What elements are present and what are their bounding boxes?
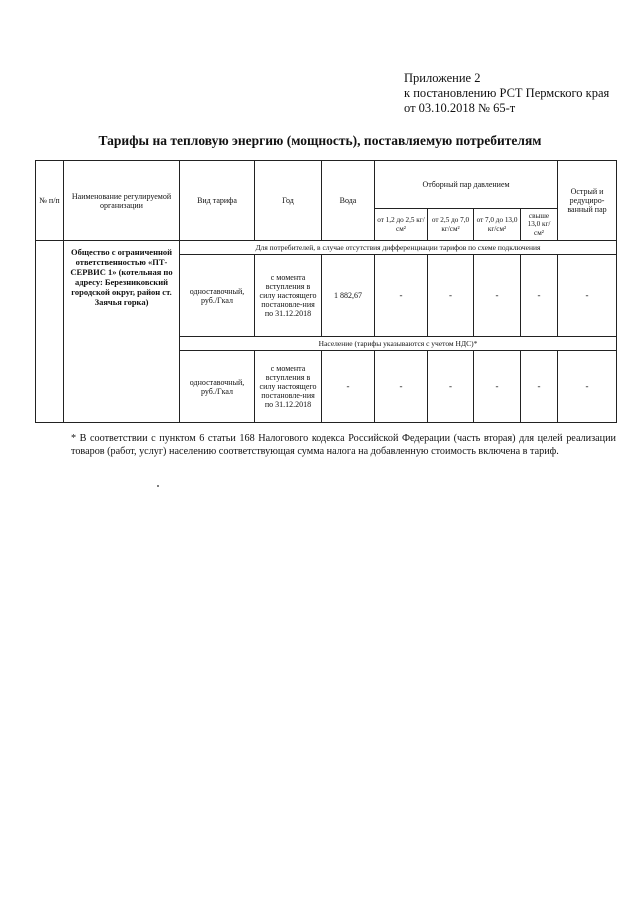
header-steam-col-3: от 7,0 до 13,0 кг/см²	[474, 209, 521, 241]
scan-speck	[157, 485, 159, 487]
steam-value-1: -	[375, 351, 428, 423]
year-cell: с момента вступления в силу настоящего постановле-ния по 31.12.2018	[255, 351, 322, 423]
steam-value-1: -	[375, 255, 428, 337]
header-water: Вода	[322, 161, 375, 241]
steam-value-4: -	[521, 351, 558, 423]
header-steam: Отборный пар давлением	[375, 161, 558, 209]
steam-value-3: -	[474, 351, 521, 423]
tariff-table	[35, 160, 617, 423]
header-steam-col-1: от 1,2 до 2,5 кг/см²	[375, 209, 428, 241]
year-cell: с момента вступления в силу настоящего постановле-ния по 31.12.2018	[255, 255, 322, 337]
annex-line-3: от 03.10.2018 № 65-т	[404, 101, 516, 115]
steam-value-4: -	[521, 255, 558, 337]
group-title-row-1	[36, 241, 617, 255]
header-sharp-steam: Острый и редуциро-ванный пар	[558, 161, 617, 241]
tariff-type-cell: одноставочный, руб./Гкал	[180, 255, 255, 337]
water-value: -	[322, 351, 375, 423]
footnote	[35, 432, 616, 458]
header-year: Год	[255, 161, 322, 241]
group-title: Для потребителей, в случае отсутствия дифференциации тарифов по схеме подключения	[180, 241, 617, 255]
water-value: 1 882,67	[322, 255, 375, 337]
header-steam-col-2: от 2,5 до 7,0 кг/см²	[428, 209, 474, 241]
sharp-steam-value: -	[558, 351, 617, 423]
row-number-cell	[36, 241, 64, 423]
steam-value-2: -	[428, 351, 474, 423]
steam-value-2: -	[428, 255, 474, 337]
tariff-type-cell: одноставочный, руб./Гкал	[180, 351, 255, 423]
sharp-steam-value: -	[558, 255, 617, 337]
header-steam-col-4: свыше 13,0 кг/см²	[521, 209, 558, 241]
header-org: Наименование регулируемой организации	[64, 161, 180, 241]
header-tariff-type: Вид тарифа	[180, 161, 255, 241]
annex-line-2: к постановлению РСТ Пермского края	[404, 86, 610, 100]
header-num: № п/п	[36, 161, 64, 241]
steam-value-3: -	[474, 255, 521, 337]
footnote-text: * В соответствии с пунктом 6 статьи 168 Налогового кодекса Российской Федерации (часть вторая) для целей реализации товаров (работ, услуг) населению соответствующая сумма налога на добавленную стоимость включена в тариф.	[71, 433, 616, 457]
header-row-1	[36, 161, 617, 209]
annex-line-1: Приложение 2	[404, 71, 481, 85]
page-title: Тарифы на тепловую энергию (мощность), поставляемую потребителям	[98, 133, 542, 148]
organization-name: Общество с ограниченной ответственностью «ПТ-СЕРВИС 1» (котельная по адресу: Березниковский городской округ, район ст. Заячья горка)	[64, 241, 180, 423]
group-title: Население (тарифы указываются с учетом НДС)*	[180, 337, 617, 351]
annex-block	[404, 71, 609, 116]
